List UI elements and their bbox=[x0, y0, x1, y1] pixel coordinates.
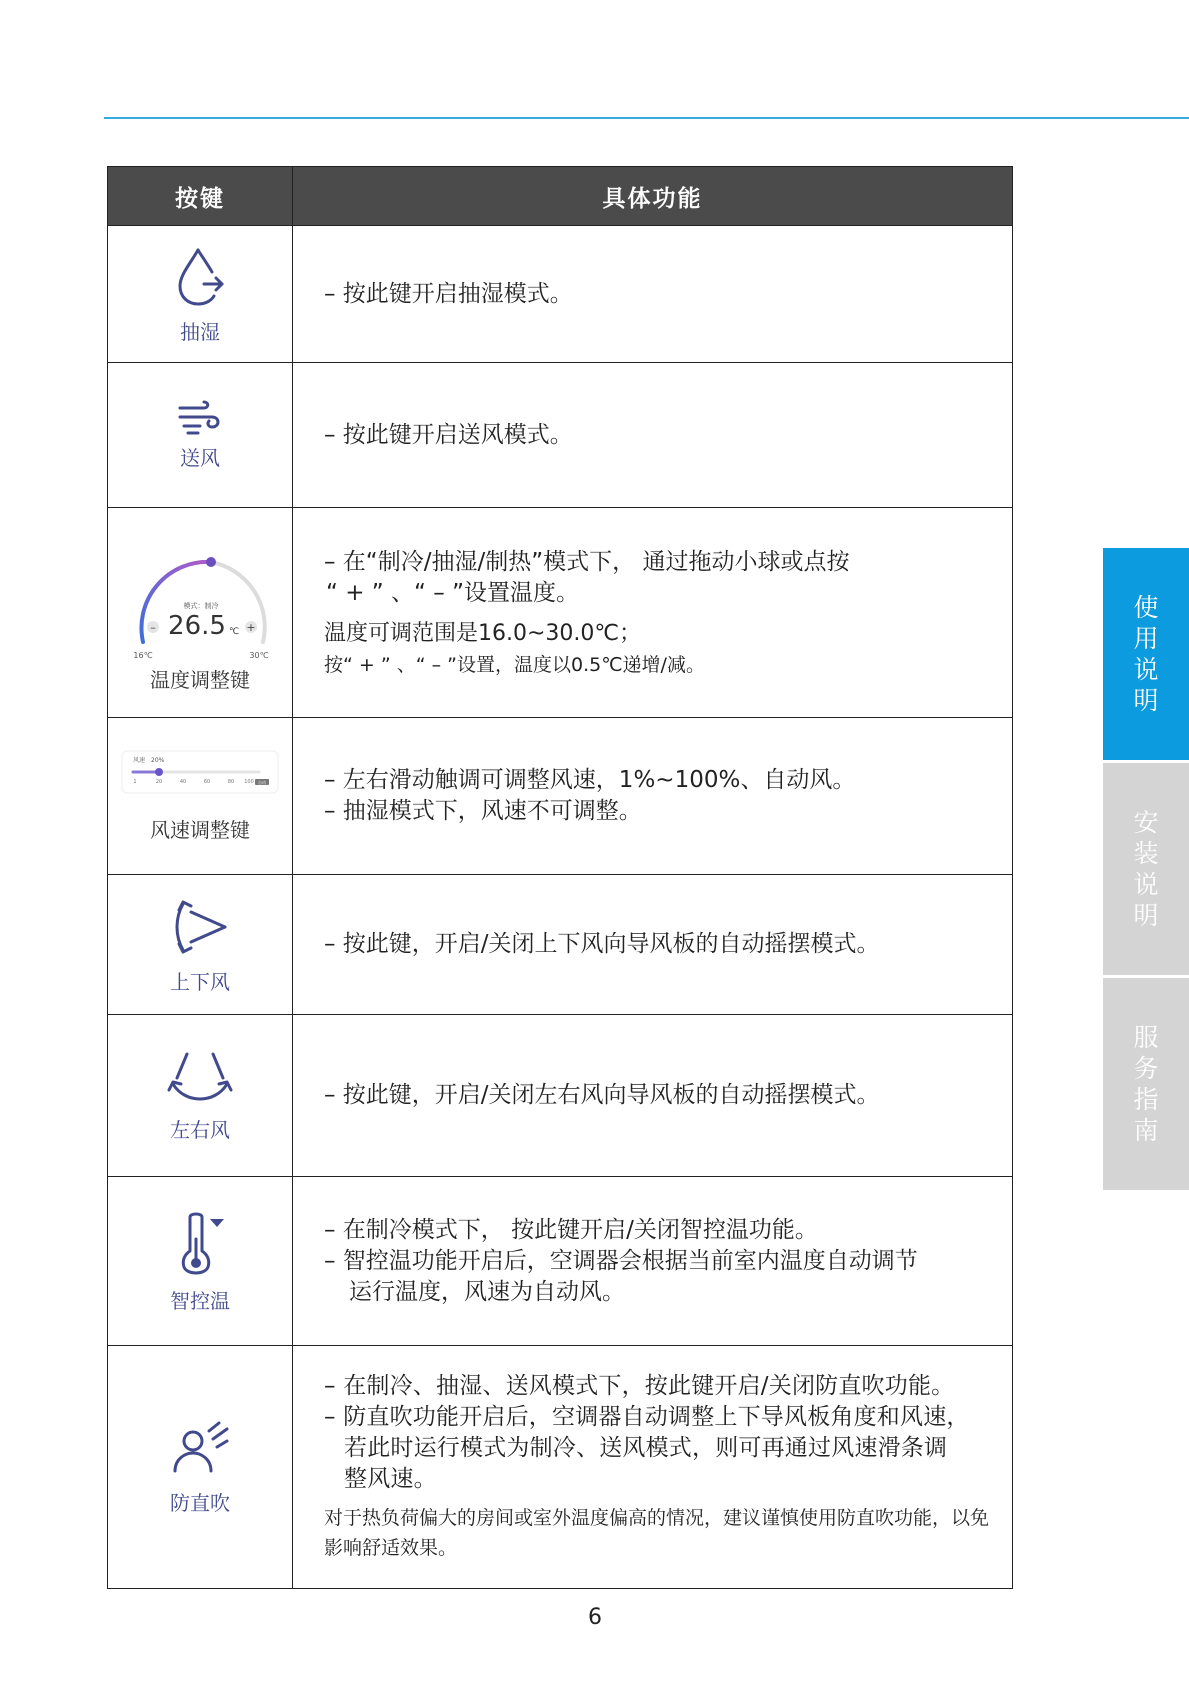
table-row bbox=[108, 875, 1013, 1015]
slider-tick: 60 bbox=[203, 778, 211, 785]
temperature-step-note: 按“ + ” 、“ – ”设置，温度以0.5℃递增/减。 bbox=[324, 653, 705, 676]
desc-line: 若此时运行模式为制冷、送风模式，则可再通过风速滑条调 bbox=[344, 1435, 948, 1461]
key-label-smart-temp: 智控温 bbox=[170, 1288, 230, 1313]
key-cell bbox=[108, 508, 293, 718]
water-drop-icon bbox=[170, 244, 230, 310]
key-cell bbox=[108, 875, 293, 1015]
slider-tick: 40 bbox=[179, 778, 187, 785]
desc-cell bbox=[293, 718, 1013, 875]
desc-line: – 在“制冷/抽湿/制热”模式下， 通过拖动小球或点按 bbox=[324, 548, 850, 575]
dial-minus-button: – bbox=[150, 621, 156, 634]
desc-cell bbox=[293, 363, 1013, 508]
wind-icon bbox=[176, 400, 224, 436]
key-label-fan: 送风 bbox=[180, 445, 220, 470]
desc-line: “ + ” 、“ – ”设置温度。 bbox=[326, 579, 579, 606]
key-cell bbox=[108, 1015, 293, 1177]
key-label-horizontal-swing: 左右风 bbox=[170, 1118, 230, 1142]
temperature-note bbox=[324, 617, 1004, 679]
desc-line: 整风速。 bbox=[344, 1466, 437, 1492]
slider-auto: 自动 bbox=[258, 779, 266, 785]
key-label-anti-direct: 防直吹 bbox=[170, 1490, 230, 1515]
slider-value: 20% bbox=[151, 756, 165, 764]
desc-cell bbox=[293, 1346, 1013, 1589]
table-row bbox=[108, 226, 1013, 363]
desc-line: – 智控温功能开启后，空调器会根据当前室内温度自动调节 bbox=[324, 1247, 918, 1274]
table-row bbox=[108, 1346, 1013, 1589]
desc-cell bbox=[293, 1015, 1013, 1177]
temperature-range-note: 温度可调范围是16.0~30.0℃； bbox=[324, 620, 642, 646]
side-tabs bbox=[1103, 548, 1189, 1193]
desc-line: – 防直吹功能开启后，空调器自动调整上下导风板角度和风速， bbox=[324, 1404, 970, 1430]
desc-line: – 抽湿模式下，风速不可调整。 bbox=[324, 798, 642, 824]
header-function: 具体功能 bbox=[293, 167, 1013, 226]
dial-plus-button: + bbox=[246, 621, 256, 634]
tab-label: 安装说明 bbox=[1133, 808, 1159, 930]
tab-label: 服务指南 bbox=[1133, 1023, 1159, 1145]
desc-line: – 左右滑动触调可调整风速，1%~100%、自动风。 bbox=[324, 767, 856, 793]
slider-tick: 100 bbox=[244, 778, 254, 785]
temperature-dial-icon bbox=[125, 532, 275, 662]
header-key: 按键 bbox=[108, 167, 293, 226]
page-number: 6 bbox=[588, 1605, 602, 1630]
tab-installation[interactable] bbox=[1103, 763, 1189, 975]
slider-label: 风速 bbox=[133, 756, 146, 764]
key-cell bbox=[108, 1346, 293, 1589]
tab-usage[interactable] bbox=[1103, 548, 1189, 760]
vertical-swing-icon bbox=[167, 894, 233, 960]
desc-line: – 按此键开启抽湿模式。 bbox=[324, 280, 573, 307]
key-label-vertical-swing: 上下风 bbox=[170, 970, 230, 994]
key-cell bbox=[108, 1177, 293, 1346]
desc-line: – 在制冷、抽湿、送风模式下，按此键开启/关闭防直吹功能。 bbox=[324, 1373, 955, 1399]
desc-cell bbox=[293, 508, 1013, 718]
table-row bbox=[108, 718, 1013, 875]
smart-thermometer-icon bbox=[172, 1209, 228, 1279]
table-row bbox=[108, 1177, 1013, 1346]
table-row bbox=[108, 363, 1013, 508]
top-rule bbox=[104, 117, 1189, 119]
key-function-table bbox=[107, 166, 1013, 1589]
key-cell bbox=[108, 718, 293, 875]
desc-cell bbox=[293, 226, 1013, 363]
dial-mode-text: 模式：制冷 bbox=[183, 602, 219, 610]
tab-label: 使用说明 bbox=[1133, 593, 1159, 715]
fan-speed-slider-icon bbox=[121, 750, 279, 794]
table-header bbox=[108, 167, 1013, 226]
tab-service[interactable] bbox=[1103, 978, 1189, 1190]
desc-line: 运行温度，风速为自动风。 bbox=[349, 1278, 625, 1305]
dial-temp-value: 26.5 bbox=[168, 611, 226, 641]
table-row bbox=[108, 1015, 1013, 1177]
desc-line: – 按此键开启送风模式。 bbox=[324, 421, 573, 448]
anti-direct-warning: 对于热负荷偏大的房间或室外温度偏高的情况，建议谨慎使用防直吹功能，以免影响舒适效果。 bbox=[324, 1507, 990, 1559]
key-label-fan-speed: 风速调整键 bbox=[150, 817, 250, 842]
desc-line: – 按此键，开启/关闭左右风向导风板的自动摇摆模式。 bbox=[324, 1082, 880, 1108]
dial-max-label: 30℃ bbox=[249, 651, 269, 660]
horizontal-swing-icon bbox=[165, 1048, 235, 1108]
anti-direct-blow-icon bbox=[165, 1419, 235, 1481]
key-label-dehumidify: 抽湿 bbox=[180, 319, 220, 344]
key-cell bbox=[108, 363, 293, 508]
desc-line: – 在制冷模式下， 按此键开启/关闭智控温功能。 bbox=[324, 1216, 818, 1243]
desc-line: – 按此键，开启/关闭上下风向导风板的自动摇摆模式。 bbox=[324, 931, 880, 957]
slider-tick: 20 bbox=[155, 778, 163, 785]
desc-cell bbox=[293, 1177, 1013, 1346]
key-cell bbox=[108, 226, 293, 363]
slider-tick: 80 bbox=[227, 778, 235, 785]
desc-cell bbox=[293, 875, 1013, 1015]
table-row bbox=[108, 508, 1013, 718]
slider-tick: 1 bbox=[133, 778, 137, 785]
dial-min-label: 16℃ bbox=[133, 651, 153, 660]
key-label-temperature: 温度调整键 bbox=[150, 668, 250, 692]
dial-temp-unit: ℃ bbox=[229, 627, 240, 637]
